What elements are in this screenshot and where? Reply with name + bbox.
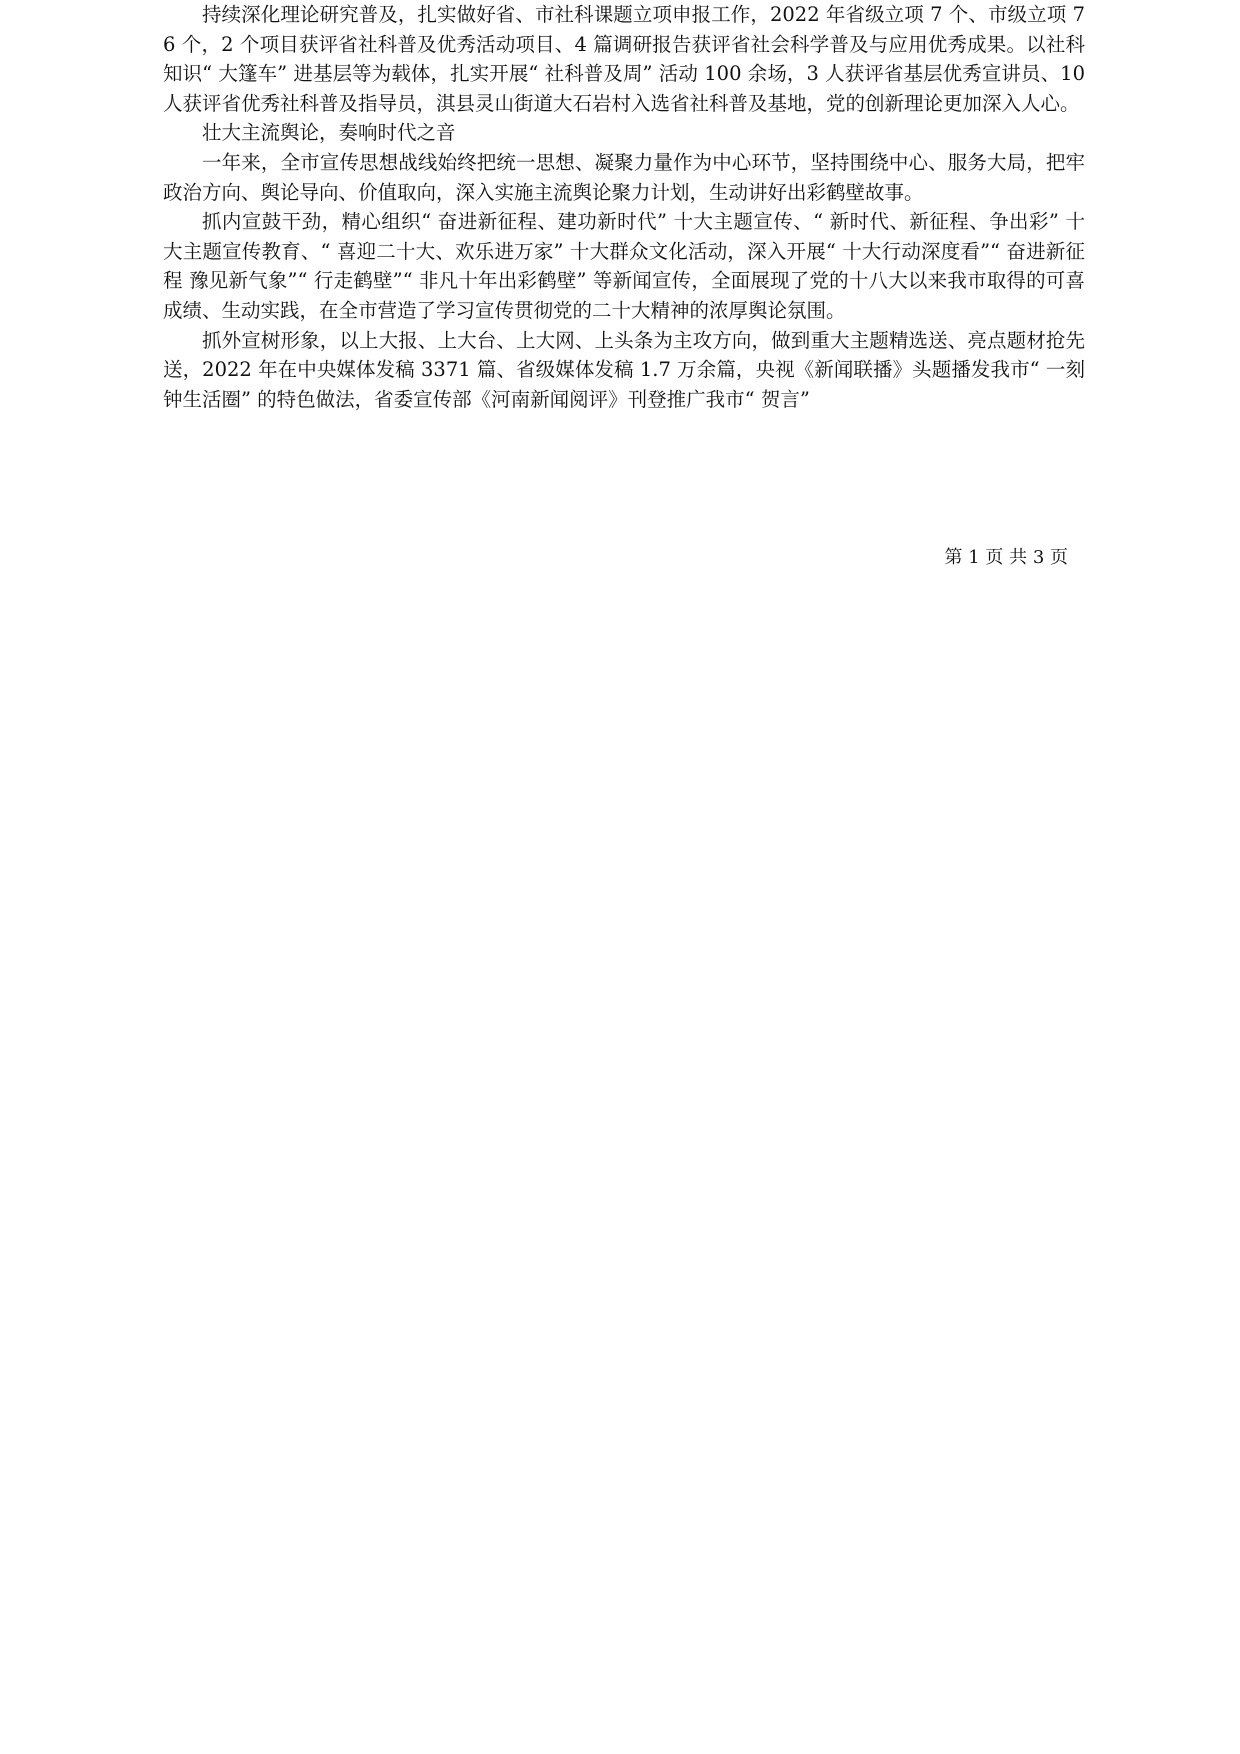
section-heading-mainstream-opinion: 壮大主流舆论，奏响时代之音 xyxy=(202,121,456,145)
paragraph-external-publicity: 抓外宣树形象，以上大报、上大台、上大网、上头条为主攻方向，做到重大主题精选送、亮点题材抢先送，2022 年在中央媒体发稿 3371 篇、省级媒体发稿 1.7 万余篇，央视《新闻联播》头题播发我市“ 一刻钟生活圈” 的特色做法，省委宣传部《河南新闻阅评》刊登推广我市“ 贺言” xyxy=(163,328,1085,411)
paragraph-internal-publicity: 抓内宣鼓干劲，精心组织“ 奋进新征程、建功新时代” 十大主题宣传、“ 新时代、新征程、争出彩” 十大主题宣传教育、“ 喜迎二十大、欢乐进万家” 十大群众文化活动，深入开展“ 十大行动深度看”“ 奋进新征程 豫见新气象”“ 行走鹤壁”“ 非凡十年出彩鹤壁” 等新闻宣传，全面展现了党的十八大以来我市取得的可喜成绩、生动实践，在全市营造了学习宣传贯彻党的二十大精神的浓厚舆论氛围。 xyxy=(163,210,1085,322)
document-body xyxy=(163,0,1085,414)
paragraph-year-overview: 一年来，全市宣传思想战线始终把统一思想、凝聚力量作为中心环节，坚持围绕中心、服务大局，把牢政治方向、舆论导向、价值取向，深入实施主流舆论聚力计划，生动讲好出彩鹤壁故事。 xyxy=(163,150,1085,204)
page-number: 第 1 页 共 3 页 xyxy=(944,547,1068,568)
paragraph-social-science-research: 持续深化理论研究普及，扎实做好省、市社科课题立项申报工作，2022 年省级立项 7 个、市级立项 76 个，2 个项目获评省社科普及优秀活动项目、4 篇调研报告获评省社会科学普及与应用优秀成果。以社科知识“ 大篷车” 进基层等为载体，扎实开展“ 社科普及周” 活动 100 余场，3 人获评省基层优秀宣讲员、10 人获评省优秀社科普及指导员，淇县灵山街道大石岩村入选省社科普及基地，党的创新理论更加深入人心。 xyxy=(163,3,1085,115)
